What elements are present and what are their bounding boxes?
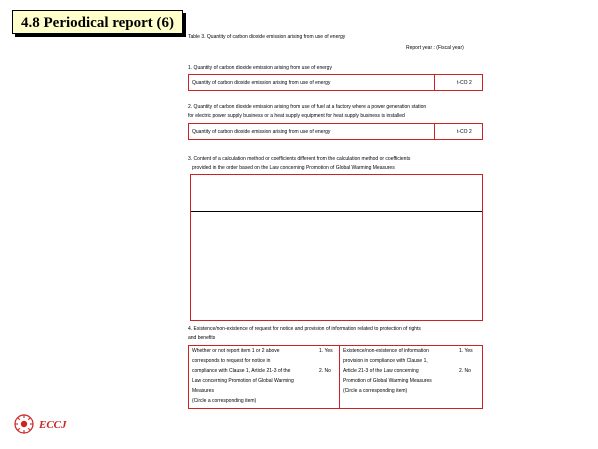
divider: [339, 346, 340, 408]
right-line-1: Existence/non-existence of information: [343, 348, 429, 354]
left-line-5: Measures: [192, 388, 214, 394]
left-line-2: corresponds to request for notice in: [192, 358, 271, 364]
section1-row: [188, 74, 483, 91]
logo-text: ECCJ: [39, 419, 67, 431]
right-line-3: Article 21-3 of the Law concerning: [343, 368, 419, 374]
section4-heading-line1: 4. Existence/non-existence of request for notice and provision of information related to protection of rights: [188, 326, 421, 332]
section1-unit: t-CO 2: [457, 80, 472, 86]
left-option-yes[interactable]: 1. Yes: [319, 348, 333, 354]
section2-heading-line2: for electric power supply business or a heat supply equipment for heat supply business is installed: [188, 113, 405, 119]
right-option-no[interactable]: 2. No: [459, 368, 471, 374]
section3-heading-line2: provided in the order based on the Law concerning Promotion of Global Warming Measures: [192, 165, 395, 171]
section3-divider: [191, 211, 482, 212]
section3-heading-line1: 3. Content of a calculation method or coefficients different from the calculation method or coefficients: [188, 156, 411, 162]
right-line-2: provision in compliance with Clause 1,: [343, 358, 428, 364]
section3-box: [190, 174, 483, 321]
section4-box: [188, 345, 483, 409]
divider: [434, 124, 435, 139]
section2-row-label: Quantity of carbon dioxide emission arising from use of energy: [192, 129, 331, 135]
right-line-4: Promotion of Global Warming Measures: [343, 378, 432, 384]
section4-heading-line2: and benefits: [188, 335, 216, 341]
left-line-1: Whether or not report item 1 or 2 above: [192, 348, 280, 354]
section1-row-label: Quantity of carbon dioxide emission arising from use of energy: [192, 80, 331, 86]
section1-heading: 1. Quantity of carbon dioxide emission arising from use of energy: [188, 65, 332, 71]
left-line-4: Law concerning Promotion of Global Warming: [192, 378, 294, 384]
table-title: Table 3. Quantity of carbon dioxide emission arising from use of energy: [188, 34, 346, 40]
slide-title: 4.8 Periodical report (6): [12, 10, 183, 34]
left-option-no[interactable]: 2. No: [319, 368, 331, 374]
section2-heading-line1: 2. Quantity of carbon dioxide emission arising from use of fuel at a factory where a power generation station: [188, 104, 427, 110]
section2-unit: t-CO 2: [457, 129, 472, 135]
eccj-logo-icon: [14, 414, 34, 434]
section2-row: [188, 123, 483, 140]
right-line-5: (Circle a corresponding item): [343, 388, 408, 394]
divider: [434, 75, 435, 90]
left-line-3: compliance with Clause 1, Article 21-3 of the: [192, 368, 291, 374]
right-option-yes[interactable]: 1. Yes: [459, 348, 473, 354]
left-line-6: (Circle a corresponding item): [192, 398, 257, 404]
report-year: Report year : (Fiscal year): [406, 45, 464, 51]
